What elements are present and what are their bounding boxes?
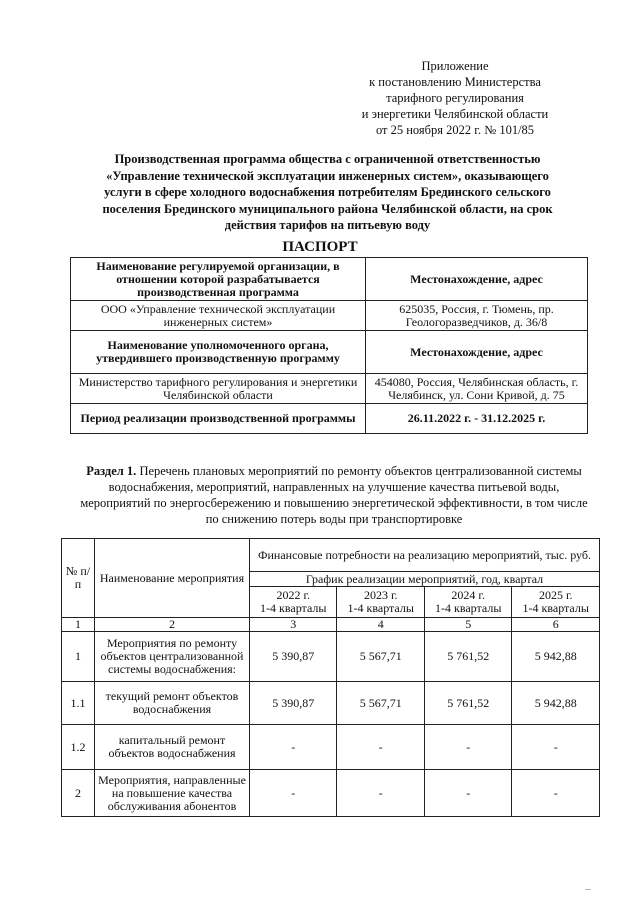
header-year-2024 — [424, 587, 511, 618]
row-value: - — [512, 725, 600, 770]
passport-row — [71, 331, 588, 374]
index-cell: 3 — [250, 618, 337, 632]
header-schedule: График реализации мероприятий, год, квартал — [250, 572, 600, 587]
row-name: текущий ремонт объектов водоснабжения — [95, 682, 250, 725]
quarters-label: 1-4 кварталы — [522, 601, 589, 615]
row-num: 1 — [62, 632, 95, 682]
appendix-line: к постановлению Министерства — [369, 75, 541, 89]
passport-cell-left: ООО «Управление технической эксплуатации инженерных систем» — [71, 301, 366, 331]
row-num: 1.1 — [62, 682, 95, 725]
appendix-line: от 25 ноября 2022 г. № 101/85 — [375, 123, 535, 137]
passport-row — [71, 374, 588, 404]
title-line: Производственная программа общества с ограниченной ответственностью — [114, 152, 541, 166]
row-value: - — [424, 725, 511, 770]
passport-cell-left: Наименование регулируемой организации, в отношении которой разрабатывается производственная программа — [71, 258, 366, 301]
quarters-label: 1-4 кварталы — [435, 601, 502, 615]
index-cell: 1 — [62, 618, 95, 632]
row-value: 5 942,88 — [512, 632, 600, 682]
appendix-line: и энергетики Челябинской области — [361, 107, 549, 121]
year-label: 2023 г. — [363, 588, 398, 602]
table-row — [62, 632, 600, 682]
plan-table — [61, 538, 600, 817]
index-cell: 4 — [337, 618, 424, 632]
row-value: 5 761,52 — [424, 682, 511, 725]
title-line: «Управление технической эксплуатации инженерных систем», оказывающего — [106, 168, 549, 183]
index-cell: 2 — [95, 618, 250, 632]
quarters-label: 1-4 кварталы — [260, 601, 327, 615]
passport-cell-left: Наименование уполномоченного органа, утвердившего производственную программу — [71, 331, 366, 374]
appendix-header — [330, 58, 580, 138]
passport-cell-right: 625035, Россия, г. Тюмень, пр. Геологоразведчиков, д. 36/8 — [366, 301, 588, 331]
row-num: 2 — [62, 770, 95, 817]
year-label: 2025 г. — [538, 588, 573, 602]
row-value: - — [250, 770, 337, 817]
row-value: 5 761,52 — [424, 632, 511, 682]
row-value: 5 942,88 — [512, 682, 600, 725]
appendix-line: тарифного регулирования — [386, 91, 524, 105]
row-value: - — [424, 770, 511, 817]
plan-index-row — [62, 618, 600, 632]
row-value: 5 390,87 — [250, 682, 337, 725]
passport-cell-right: Местонахождение, адрес — [366, 331, 588, 374]
passport-cell-right: 26.11.2022 г. - 31.12.2025 г. — [366, 404, 588, 434]
quarters-label: 1-4 кварталы — [347, 601, 414, 615]
table-row — [62, 770, 600, 817]
section-label: Раздел 1. — [86, 464, 137, 478]
title-line: поселения Брединского муниципального района Челябинской области, на срок — [102, 201, 553, 216]
header-finance: Финансовые потребности на реализацию мероприятий, тыс. руб. — [250, 539, 600, 572]
table-row — [62, 682, 600, 725]
index-cell: 6 — [512, 618, 600, 632]
row-value: 5 567,71 — [337, 682, 424, 725]
row-name: Мероприятия, направленные на повышение качества обслуживания абонентов — [95, 770, 250, 817]
passport-row — [71, 258, 588, 301]
passport-row — [71, 301, 588, 331]
title-line: действия тарифов на питьевую воду — [224, 218, 431, 232]
row-value: - — [250, 725, 337, 770]
table-row — [62, 725, 600, 770]
document-title — [60, 151, 595, 234]
row-value: 5 390,87 — [250, 632, 337, 682]
header-name: Наименование мероприятия — [95, 539, 250, 618]
scan-artifact — [585, 889, 591, 890]
section-text: Перечень плановых мероприятий по ремонту объектов централизованной системы водоснабжения, мероприятий, направленных на улучшение качества питьевой воды, мероприятий по энергосбережению и повышению энергетической эффективности, в том числе по снижению потерь воды при транспортировке — [80, 464, 588, 526]
passport-cell-right: Местонахождение, адрес — [366, 258, 588, 301]
passport-cell-left: Период реализации производственной программы — [71, 404, 366, 434]
appendix-line: Приложение — [421, 59, 489, 73]
header-year-2025 — [512, 587, 600, 618]
row-value: - — [512, 770, 600, 817]
header-year-2022 — [250, 587, 337, 618]
section-1-heading — [80, 463, 588, 527]
passport-cell-right: 454080, Россия, Челябинская область, г. Челябинск, ул. Сони Кривой, д. 75 — [366, 374, 588, 404]
header-year-2023 — [337, 587, 424, 618]
year-label: 2022 г. — [276, 588, 311, 602]
passport-row — [71, 404, 588, 434]
index-cell: 5 — [424, 618, 511, 632]
row-name: капитальный ремонт объектов водоснабжения — [95, 725, 250, 770]
passport-cell-left: Министерство тарифного регулирования и энергетики Челябинской области — [71, 374, 366, 404]
year-label: 2024 г. — [451, 588, 485, 602]
row-value: - — [337, 725, 424, 770]
title-line: услуги в сфере холодного водоснабжения потребителям Брединского сельского — [104, 185, 551, 199]
passport-table — [70, 257, 588, 434]
plan-header-row — [62, 539, 600, 572]
header-num: № п/п — [62, 539, 95, 618]
row-name: Мероприятия по ремонту объектов централизованной системы водоснабжения: — [95, 632, 250, 682]
row-num: 1.2 — [62, 725, 95, 770]
row-value: 5 567,71 — [337, 632, 424, 682]
passport-heading: ПАСПОРТ — [282, 239, 358, 255]
row-value: - — [337, 770, 424, 817]
